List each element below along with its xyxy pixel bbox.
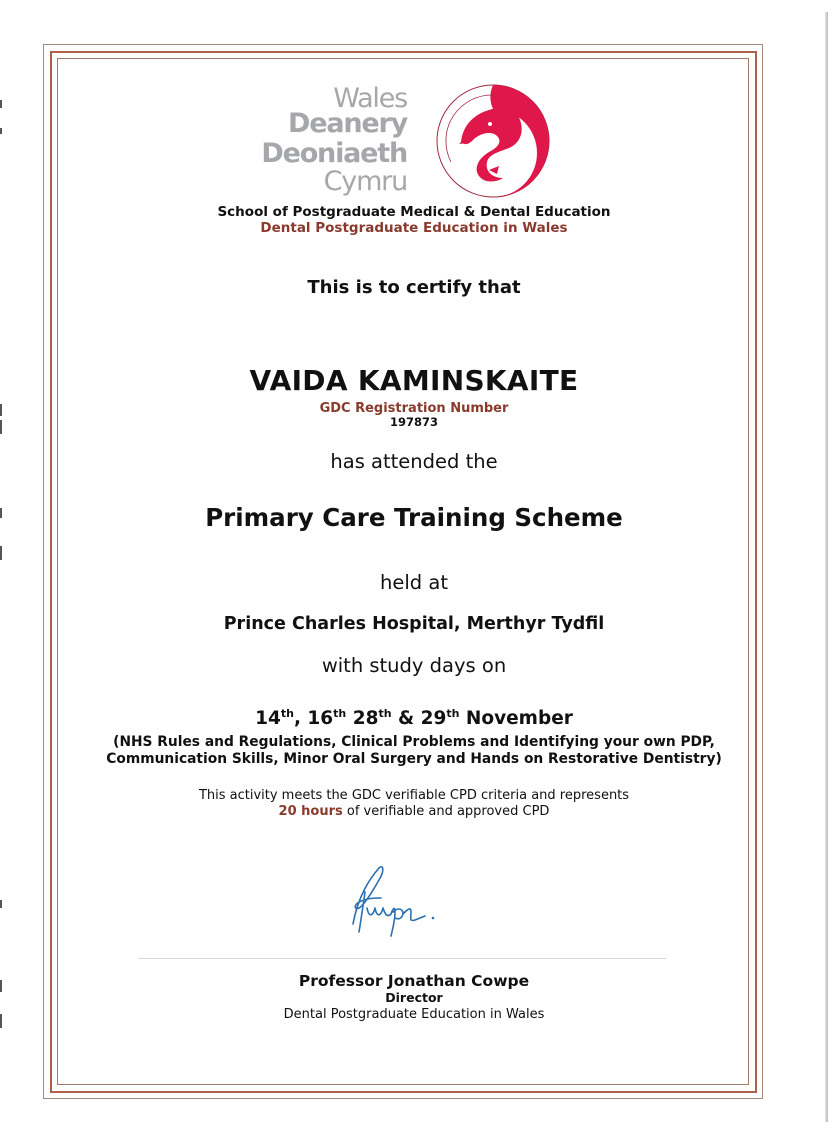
signatory-department: Dental Postgraduate Education in Wales [283,1007,545,1022]
date-separator: , [293,708,308,729]
dragon-emblem-icon [433,82,553,200]
date-day: 29 [420,708,447,729]
recipient-name: VAIDA KAMINSKAITE [249,364,579,397]
cpd-hours: 20 hours [278,804,343,819]
signatory-name: Professor Jonathan Cowpe [298,972,530,990]
date-separator: & [391,708,421,729]
department-name: Dental Postgraduate Education in Wales [260,220,568,236]
registration-label: GDC Registration Number [319,401,509,416]
cpd-hours-rest: of verifiable and approved CPD [342,804,550,819]
scan-mark [0,128,2,134]
scan-mark [0,100,2,108]
school-name: School of Postgraduate Medical & Dental Education [217,204,611,220]
date-suffix: th [446,707,460,720]
venue: Prince Charles Hospital, Merthyr Tydfil [223,614,605,634]
date-suffix: th [280,707,294,720]
date-day: 28 [352,708,379,729]
certify-statement: This is to certify that [307,277,521,298]
cpd-hours-statement [0,804,828,819]
date-suffix: th [333,707,347,720]
date-day: 14 [255,708,281,729]
date-suffix: th [378,707,392,720]
course-topics [0,734,828,768]
study-dates [0,708,828,729]
logo-deoniaeth: Deoniaeth [261,138,407,169]
director-signature [345,862,445,940]
course-title: Primary Care Training Scheme [205,503,623,532]
cpd-statement: This activity meets the GDC verifiable CPD criteria and represents [198,788,630,803]
study-days-label: with study days on [321,654,507,677]
date-day: 16 [307,708,334,729]
held-at-label: held at [380,571,448,594]
signatory-title: Director [385,990,443,1005]
topics-line-2: Communication Skills, Minor Oral Surgery and Hands on Restorative Dentistry) [106,751,722,767]
logo-wales: Wales [333,83,407,114]
attended-statement: has attended the [330,450,498,473]
date-month: November [465,708,573,729]
scan-mark [0,900,2,908]
logo-deanery: Deanery [288,108,407,139]
logo-cymru: Cymru [323,166,407,197]
scan-mark [0,546,2,560]
signature-divider [138,958,666,959]
topics-line-1: (NHS Rules and Regulations, Clinical Problems and Identifying your own PDP, [113,734,715,750]
registration-number: 197873 [389,415,438,429]
